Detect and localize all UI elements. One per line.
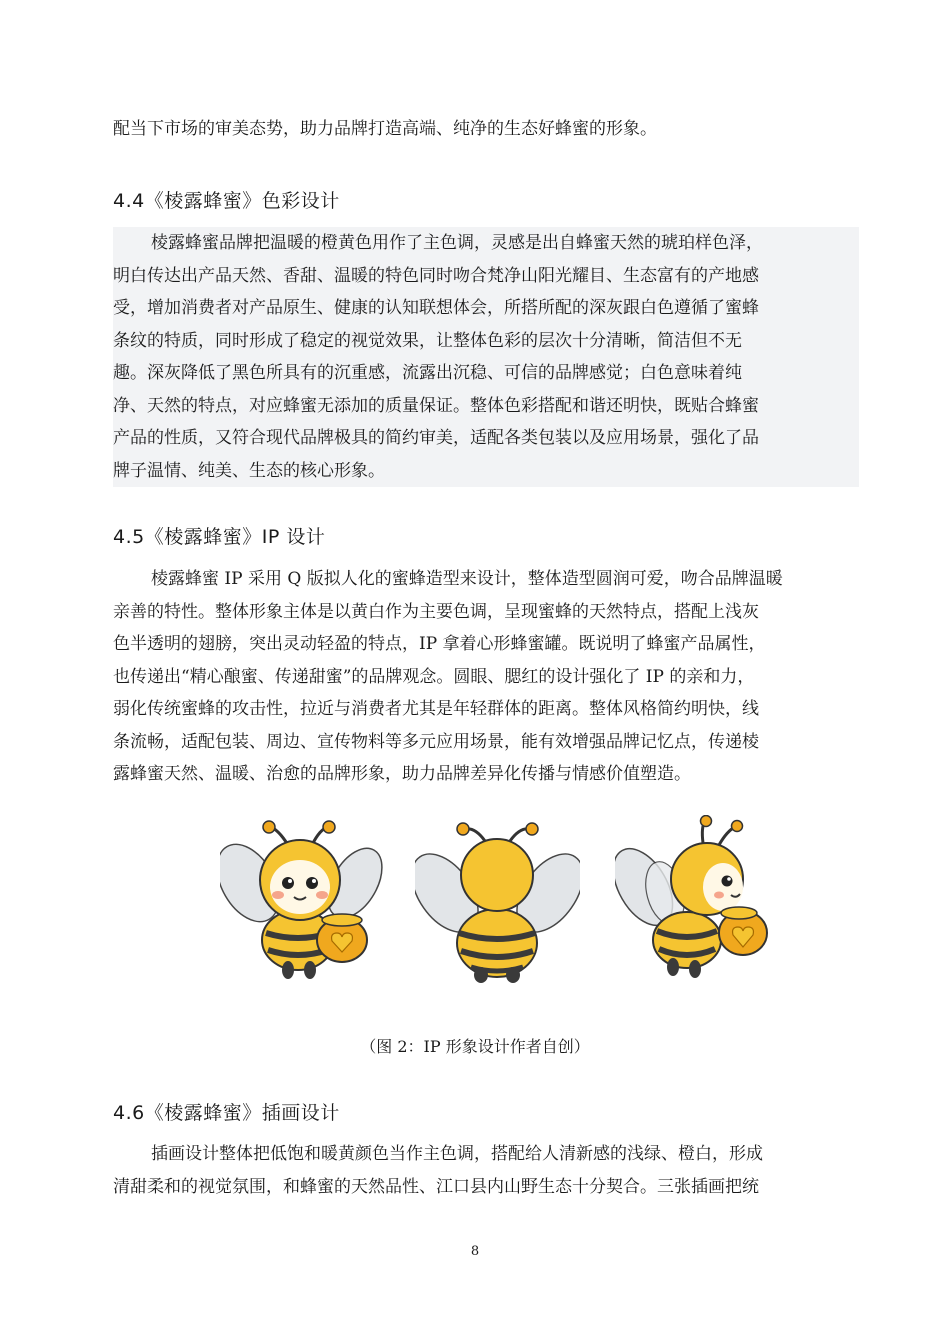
paragraph-line: 产品的性质，又符合现代品牌极具的简约审美，适配各类包装以及应用场景，强化了品 bbox=[113, 428, 759, 448]
section-heading-illustration: 4.6《棱露蜂蜜》插画设计 bbox=[113, 1102, 340, 1124]
section-heading-ip: 4.5《棱露蜂蜜》IP 设计 bbox=[113, 526, 326, 548]
paragraph-line: 牌子温情、纯美、生态的核心形象。 bbox=[113, 460, 385, 481]
paragraph-line: 条流畅，适配包装、周边、宣传物料等多元应用场景，能有效增强品牌记忆点，传递棱 bbox=[113, 731, 759, 752]
section-heading-color: 4.4《棱露蜂蜜》色彩设计 bbox=[113, 190, 340, 212]
paragraph-line: 亲善的特性。整体形象主体是以黄白作为主要色调，呈现蜜蜂的天然特点，搭配上浅灰 bbox=[113, 601, 759, 622]
bee-front-illustration bbox=[220, 815, 385, 985]
paragraph-line: 受，增加消费者对产品原生、健康的认知联想体会，所搭所配的深灰跟白色遵循了蜜蜂 bbox=[113, 298, 759, 318]
paragraph-line: 配当下市场的审美态势，助力品牌打造高端、纯净的生态好蜂蜜的形象。 bbox=[113, 119, 657, 139]
paragraph-line: 趣。深灰降低了黑色所具有的沉重感，流露出沉稳、可信的品牌感觉；白色意味着纯 bbox=[113, 363, 742, 383]
paragraph-line: 色半透明的翅膀，突出灵动轻盈的特点，IP 拿着心形蜂蜜罐。既说明了蜂蜜产品属性， bbox=[113, 634, 766, 654]
illustration-paragraph bbox=[113, 1138, 859, 1203]
bee-back-illustration bbox=[415, 815, 580, 985]
figure-caption: （图 2：IP 形象设计作者自创） bbox=[360, 1037, 590, 1056]
color-paragraph bbox=[113, 227, 859, 487]
paragraph-line: 清甜柔和的视觉氛围，和蜂蜜的天然品性、江口县内山野生态十分契合。三张插画把统 bbox=[113, 1176, 759, 1197]
paragraph-line: 露蜂蜜天然、温暖、治愈的品牌形象，助力品牌差异化传播与情感价值塑造。 bbox=[113, 764, 691, 784]
paragraph-line: 明白传达出产品天然、香甜、温暖的特色同时吻合梵净山阳光耀目、生态富有的产地感 bbox=[113, 265, 759, 286]
paragraph-line: 弱化传统蜜蜂的攻击性，拉近与消费者尤其是年轻群体的距离。整体风格简约明快，线 bbox=[113, 699, 759, 719]
ip-paragraph bbox=[113, 563, 859, 791]
paragraph-line: 也传递出“精心酿蜜、传递甜蜜”的品牌观念。圆眼、腮红的设计强化了 IP 的亲和力， bbox=[113, 666, 755, 687]
paragraph-line: 条纹的特质，同时形成了稳定的视觉效果，让整体色彩的层次十分清晰，简洁但不无 bbox=[113, 330, 742, 351]
paragraph-line: 棱露蜂蜜 IP 采用 Q 版拟人化的蜜蜂造型来设计，整体造型圆润可爱，吻合品牌温暖 bbox=[151, 569, 783, 589]
paragraph-line: 棱露蜂蜜品牌把温暖的橙黄色用作了主色调，灵感是出自蜂蜜天然的琥珀样色泽， bbox=[151, 233, 763, 253]
bee-ip-figure bbox=[220, 815, 780, 985]
intro-paragraph bbox=[113, 113, 859, 146]
paragraph-line: 净、天然的特点，对应蜂蜜无添加的质量保证。整体色彩搭配和谐还明快，既贴合蜂蜜 bbox=[113, 395, 759, 416]
bee-side-illustration bbox=[615, 815, 780, 985]
page-number: 8 bbox=[470, 1244, 480, 1259]
paragraph-line: 插画设计整体把低饱和暖黄颜色当作主色调，搭配给人清新感的浅绿、橙白，形成 bbox=[151, 1144, 763, 1164]
